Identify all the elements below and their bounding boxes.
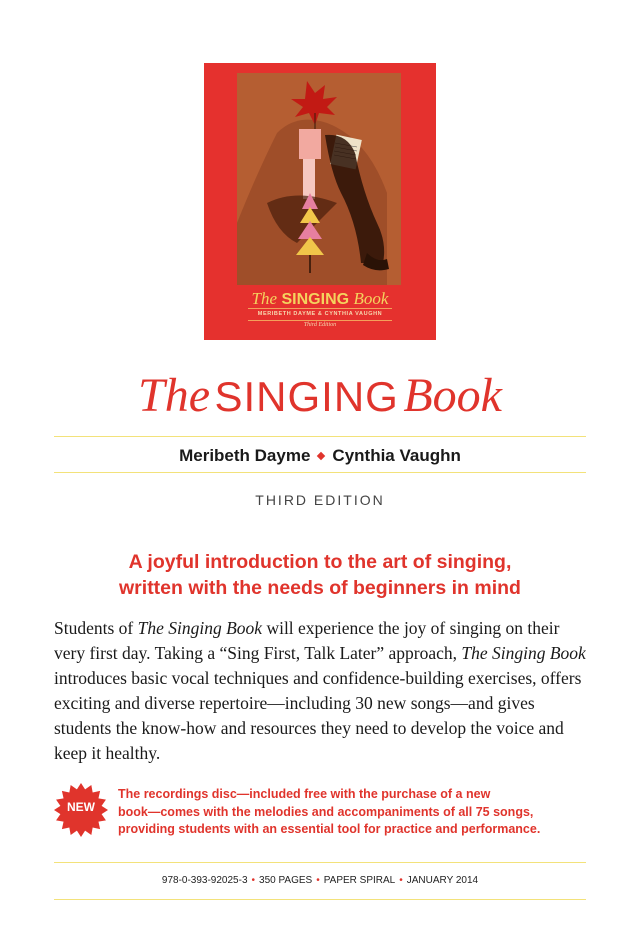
- cover-rule-bottom: [248, 320, 392, 321]
- disc-note-line-2: book—comes with the melodies and accompaniments of all 75 songs,: [118, 804, 534, 819]
- cover-title: [204, 289, 436, 309]
- description-paragraph: [54, 616, 594, 766]
- disc-note-line-3: providing students with an essential tool for practice and performance.: [118, 822, 541, 836]
- cover-authors: MERIBETH DAYME & CYNTHIA VAUGHN: [257, 311, 383, 317]
- page-title: [0, 368, 640, 423]
- author-1: Meribeth Dayme: [179, 446, 311, 465]
- cover-title-the: The: [251, 289, 278, 308]
- publication-date: JANUARY 2014: [406, 875, 479, 886]
- diamond-separator-icon: [317, 452, 325, 460]
- title-the: The: [138, 369, 211, 422]
- cover-rule-top: [248, 308, 392, 309]
- description-text-3: introduces basic vocal techniques and confidence-building exercises, offers exciting and diverse repertoire—including 30 new songs—and gives students the know-how and resources they need to develop the voice and keep it healthy.: [54, 668, 582, 763]
- author-line: [0, 446, 640, 466]
- cover-title-singing: SINGING: [281, 291, 350, 308]
- isbn: 978-0-393-92025-3: [161, 875, 248, 886]
- rule-below-authors: [54, 472, 586, 473]
- book-cover: [204, 63, 436, 340]
- tagline: [40, 549, 600, 601]
- description-book-title-1: The Singing Book: [137, 618, 263, 638]
- binding: PAPER SPIRAL: [323, 875, 396, 886]
- book-details-footer: [0, 875, 640, 886]
- tagline-line-2: written with the needs of beginners in mind: [119, 577, 521, 599]
- description-text-1: Students of: [54, 618, 138, 638]
- description-text-2: will experience the joy of singing on their very first day. Taking a “Sing First, Talk Later” approach,: [54, 618, 560, 663]
- title-singing: SINGING: [214, 373, 399, 420]
- rule-above-footer: [54, 862, 586, 863]
- cover-edition: Third Edition: [303, 322, 337, 328]
- title-book: Book: [403, 369, 502, 422]
- edition-label: THIRD EDITION: [255, 492, 385, 508]
- new-badge-label: NEW: [67, 800, 95, 814]
- description-book-title-2: The Singing Book: [461, 643, 586, 663]
- rule-above-authors: [54, 436, 586, 437]
- bullet-icon: •: [316, 875, 320, 886]
- bullet-icon: •: [399, 875, 403, 886]
- cover-illustration: [237, 73, 401, 285]
- cover-title-book: Book: [353, 289, 389, 308]
- tagline-line-1: A joyful introduction to the art of singing,: [128, 551, 512, 573]
- disc-note-line-1: The recordings disc—included free with the purchase of a new: [118, 787, 491, 801]
- rule-below-footer: [54, 899, 586, 900]
- author-2: Cynthia Vaughn: [332, 446, 461, 465]
- bullet-icon: •: [251, 875, 256, 886]
- recordings-disc-note: [118, 786, 608, 839]
- page-count: 350 PAGES: [259, 875, 313, 886]
